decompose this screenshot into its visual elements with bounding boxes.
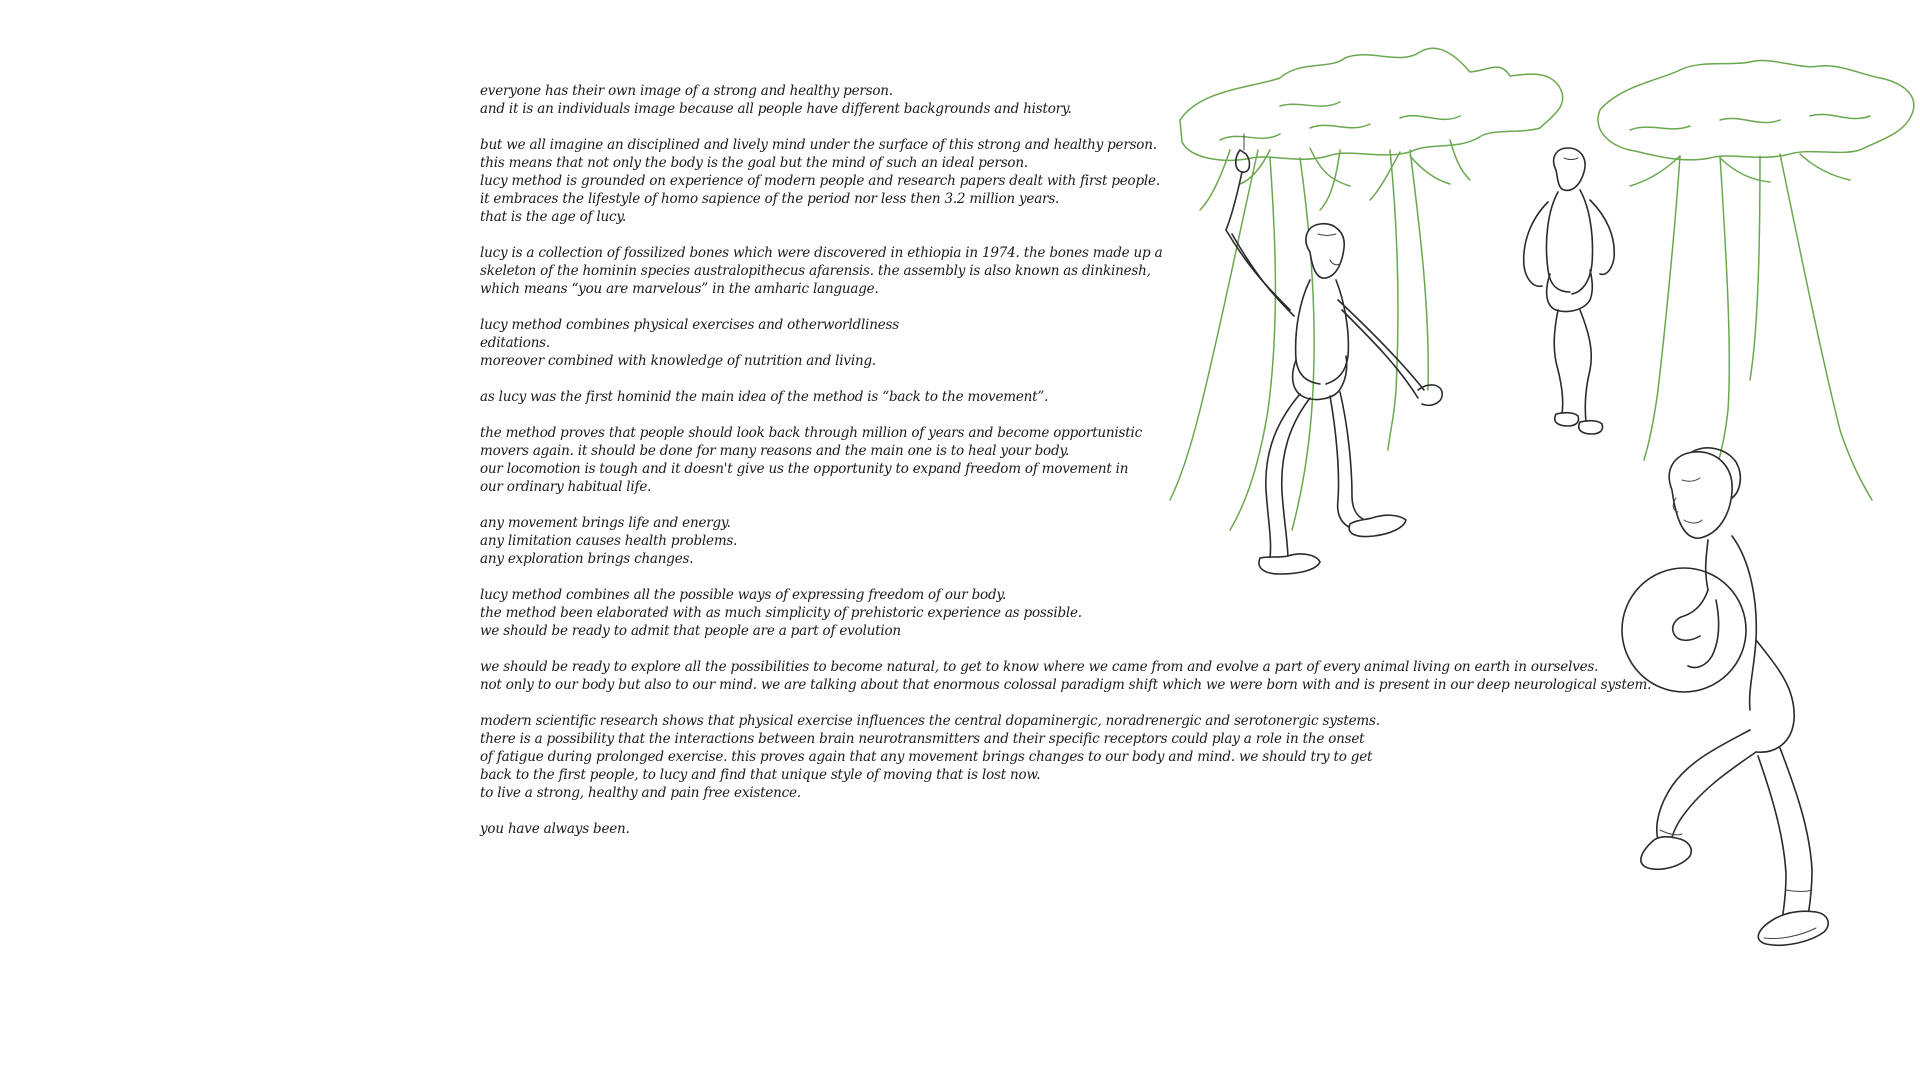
manifesto-line: we should be ready to explore all the possibilities to become natural, to get to know where we came from and evolve a part of every animal living on earth in ourselves. (480, 659, 1599, 675)
manifesto-line: we should be ready to admit that people are a part of evolution (480, 623, 901, 639)
manifesto-line: our ordinary habitual life. (480, 479, 652, 495)
manifesto-line: of fatigue during prolonged exercise. this proves again that any movement brings changes to our body and mind. we should try to get (480, 749, 1373, 765)
tree-icon (1598, 60, 1914, 500)
manifesto-line: to live a strong, healthy and pain free existence. (480, 785, 801, 801)
ball-figure-icon (1622, 448, 1828, 945)
manifesto-line: and it is an individuals image because all people have different backgrounds and history. (480, 101, 1072, 117)
manifesto-line: any limitation causes health problems. (480, 533, 738, 549)
manifesto-line: lucy method combines physical exercises and otherworldliness (480, 317, 899, 333)
manifesto-line: editations. (480, 335, 551, 351)
running-figure-icon (1524, 148, 1615, 434)
manifesto-line: lucy method is grounded on experience of modern people and research papers dealt with first people. (480, 173, 1160, 189)
manifesto-line: moreover combined with knowledge of nutrition and living. (480, 353, 876, 369)
manifesto-line: which means “you are marvelous” in the amharic language. (480, 281, 879, 297)
manifesto-line: our locomotion is tough and it doesn't give us the opportunity to expand freedom of movement in (480, 461, 1129, 477)
manifesto-line: lucy method combines all the possible ways of expressing freedom of our body. (480, 587, 1007, 603)
manifesto-line: that is the age of lucy. (480, 209, 627, 225)
manifesto-line: this means that not only the body is the goal but the mind of such an ideal person. (480, 155, 1028, 171)
manifesto-line: but we all imagine an disciplined and lively mind under the surface of this strong and healthy person. (480, 137, 1157, 153)
manifesto-line: the method been elaborated with as much simplicity of prehistoric experience as possible. (480, 605, 1082, 621)
manifesto-line: movers again. it should be done for many reasons and the main one is to heal your body. (480, 443, 1070, 459)
manifesto-line: the method proves that people should look back through million of years and become opportunistic (480, 425, 1142, 441)
illustration-drawing (1160, 30, 1920, 970)
manifesto-line: you have always been. (480, 821, 630, 837)
manifesto-line: as lucy was the first hominid the main idea of the method is “back to the movement”. (480, 389, 1049, 405)
manifesto-line: back to the first people, to lucy and find that unique style of moving that is lost now. (480, 767, 1041, 783)
manifesto-line: it embraces the lifestyle of homo sapience of the period nor less then 3.2 million years. (480, 191, 1060, 207)
tree-icon (1170, 48, 1563, 530)
manifesto-line: any movement brings life and energy. (480, 515, 731, 531)
manifesto-line: any exploration brings changes. (480, 551, 694, 567)
reaching-figure-icon (1226, 134, 1442, 574)
illustration-panel (1160, 30, 1920, 970)
manifesto-line: lucy is a collection of fossilized bones which were discovered in ethiopia in 1974. the bones made up a (480, 245, 1163, 261)
manifesto-line: skeleton of the hominin species australopithecus afarensis. the assembly is also known as dinkinesh, (480, 263, 1151, 279)
manifesto-line: there is a possibility that the interactions between brain neurotransmitters and their specific receptors could play a role in the onset (480, 731, 1365, 747)
manifesto-line: everyone has their own image of a strong and healthy person. (480, 83, 893, 99)
manifesto-line: not only to our body but also to our mind. we are talking about that enormous colossal paradigm shift which we were born with and is present in our deep neurological system. (480, 677, 1652, 693)
manifesto-line: modern scientific research shows that physical exercise influences the central dopaminergic, noradrenergic and serotonergic systems. (480, 713, 1380, 729)
